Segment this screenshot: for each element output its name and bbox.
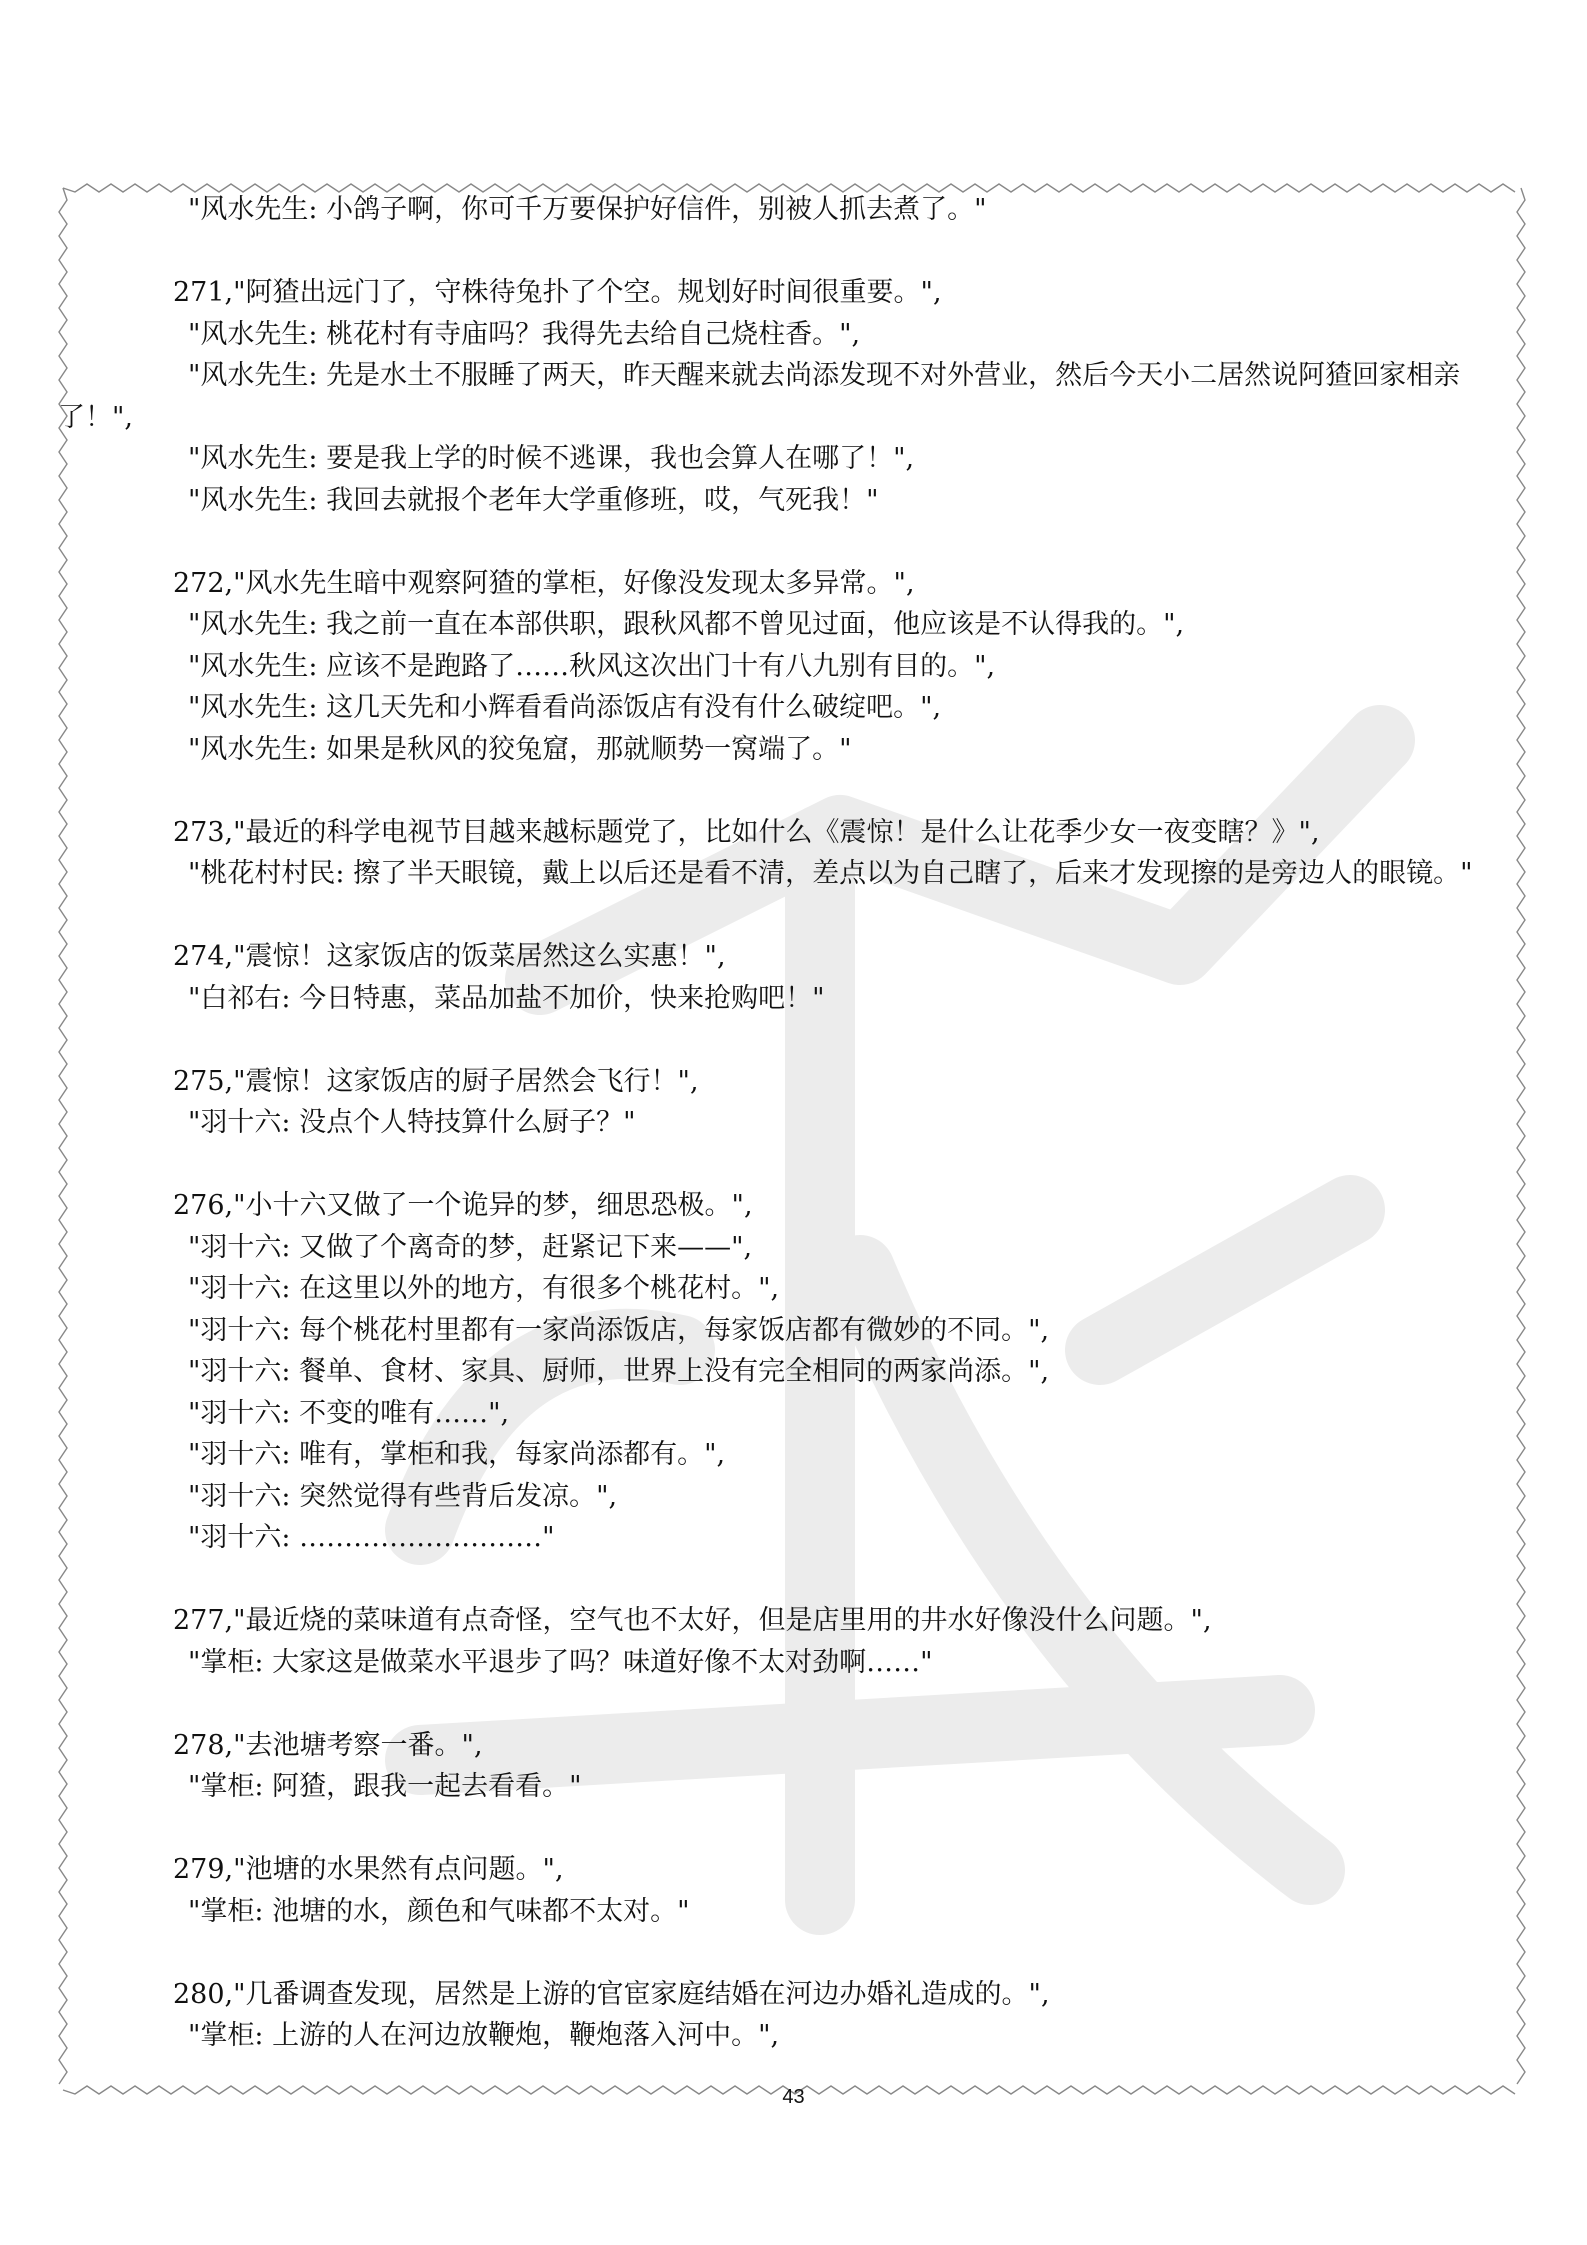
dialogue-line: "羽十六: 又做了个离奇的梦，赶紧记下来——",: [188, 1231, 753, 1263]
blank-line: [58, 1932, 1528, 1974]
dialogue-line: "掌柜: 上游的人在河边放鞭炮，鞭炮落入河中。",: [188, 2020, 780, 2051]
entry-heading: 278,"去池塘考察一番。",: [173, 1729, 483, 1761]
dialogue-line: "风水先生: 小鸽子啊，你可千万要保护好信件，别被人抓去煮了。": [188, 194, 987, 225]
dialogue-line: "羽十六: ………………………": [188, 1522, 555, 1553]
entry-heading: 275,"震惊！这家饭店的厨子居然会飞行！",: [173, 1065, 699, 1097]
dialogue-line: "桃花村村民: 擦了半天眼镜，戴上以后还是看不清，差点以为自己瞎了，后来才发现擦的是旁边人的眼镜。": [188, 858, 1473, 889]
blank-line: [58, 895, 1528, 937]
blank-line: [58, 1808, 1528, 1850]
blank-line: [58, 231, 1528, 273]
dialogue-line: "羽十六: 每个桃花村里都有一家尚添饭店，每家饭店都有微妙的不同。",: [188, 1314, 1050, 1346]
dialogue-line: "掌柜: 大家这是做菜水平退步了吗？味道好像不太对劲啊……": [188, 1646, 933, 1678]
blank-line: [58, 770, 1528, 812]
dialogue-line: "风水先生: 这几天先和小辉看看尚添饭店有没有什么破绽吧。",: [188, 692, 942, 723]
entry-heading: 274,"震惊！这家饭店的饭菜居然这么实惠！",: [173, 941, 726, 972]
page-number: 43: [782, 2086, 805, 2108]
blank-line: [58, 521, 1528, 563]
dialogue-line: "羽十六: 不变的唯有……",: [188, 1397, 510, 1429]
dialogue-line: "风水先生: 要是我上学的时候不逃课，我也会算人在哪了！",: [188, 443, 915, 474]
blank-line: [58, 1144, 1528, 1186]
entry-heading: 271,"阿猹出远门了，守株待兔扑了个空。规划好时间很重要。",: [173, 277, 942, 308]
dialogue-line: "掌柜: 阿猹，跟我一起去看看。": [188, 1771, 582, 1802]
entry-heading: 279,"池塘的水果然有点问题。",: [173, 1854, 564, 1885]
document-body: [58, 189, 1528, 2057]
dialogue-line: 了！",: [58, 401, 134, 433]
blank-line: [58, 1559, 1528, 1601]
dialogue-line: "白祁右: 今日特惠，菜品加盐不加价，快来抢购吧！": [188, 982, 825, 1014]
blank-line: [58, 1019, 1528, 1061]
entry-heading: 273,"最近的科学电视节目越来越标题党了，比如什么《震惊！是什么让花季少女一夜变瞎？》",: [173, 816, 1320, 848]
entry-heading: 277,"最近烧的菜味道有点奇怪，空气也不太好，但是店里用的井水好像没什么问题。",: [173, 1605, 1212, 1636]
entry-heading: 272,"风水先生暗中观察阿猹的掌柜，好像没发现太多异常。",: [173, 567, 915, 599]
dialogue-line: "风水先生: 如果是秋风的狡兔窟，那就顺势一窝端了。": [188, 733, 852, 765]
dialogue-line: "羽十六: 突然觉得有些背后发凉。",: [188, 1480, 618, 1512]
dialogue-line: "羽十六: 没点个人特技算什么厨子？": [188, 1107, 636, 1138]
dialogue-line: "羽十六: 餐单、食材、家具、厨师，世界上没有完全相同的两家尚添。",: [188, 1356, 1050, 1387]
dialogue-line: "羽十六: 唯有，掌柜和我，每家尚添都有。",: [188, 1439, 726, 1470]
dialogue-line: "风水先生: 我之前一直在本部供职，跟秋风都不曾见过面，他应该是不认得我的。",: [188, 609, 1185, 640]
dialogue-line: "掌柜: 池塘的水，颜色和气味都不太对。": [188, 1895, 690, 1927]
dialogue-line: "风水先生: 我回去就报个老年大学重修班，哎，气死我！": [188, 484, 879, 516]
blank-line: [58, 1683, 1528, 1725]
entry-heading: 276,"小十六又做了一个诡异的梦，细思恐极。",: [173, 1190, 753, 1221]
dialogue-line: "风水先生: 桃花村有寺庙吗？我得先去给自己烧柱香。",: [188, 318, 861, 350]
entry-heading: 280,"几番调查发现，居然是上游的官宦家庭结婚在河边办婚礼造成的。",: [173, 1978, 1050, 2010]
dialogue-line: "风水先生: 先是水土不服睡了两天，昨天醒来就去尚添发现不对外营业，然后今天小二居然说阿猹回家相亲: [188, 360, 1461, 391]
dialogue-line: "风水先生: 应该不是跑路了……秋风这次出门十有八九别有目的。",: [188, 650, 996, 682]
dialogue-line: "羽十六: 在这里以外的地方，有很多个桃花村。",: [188, 1273, 780, 1304]
